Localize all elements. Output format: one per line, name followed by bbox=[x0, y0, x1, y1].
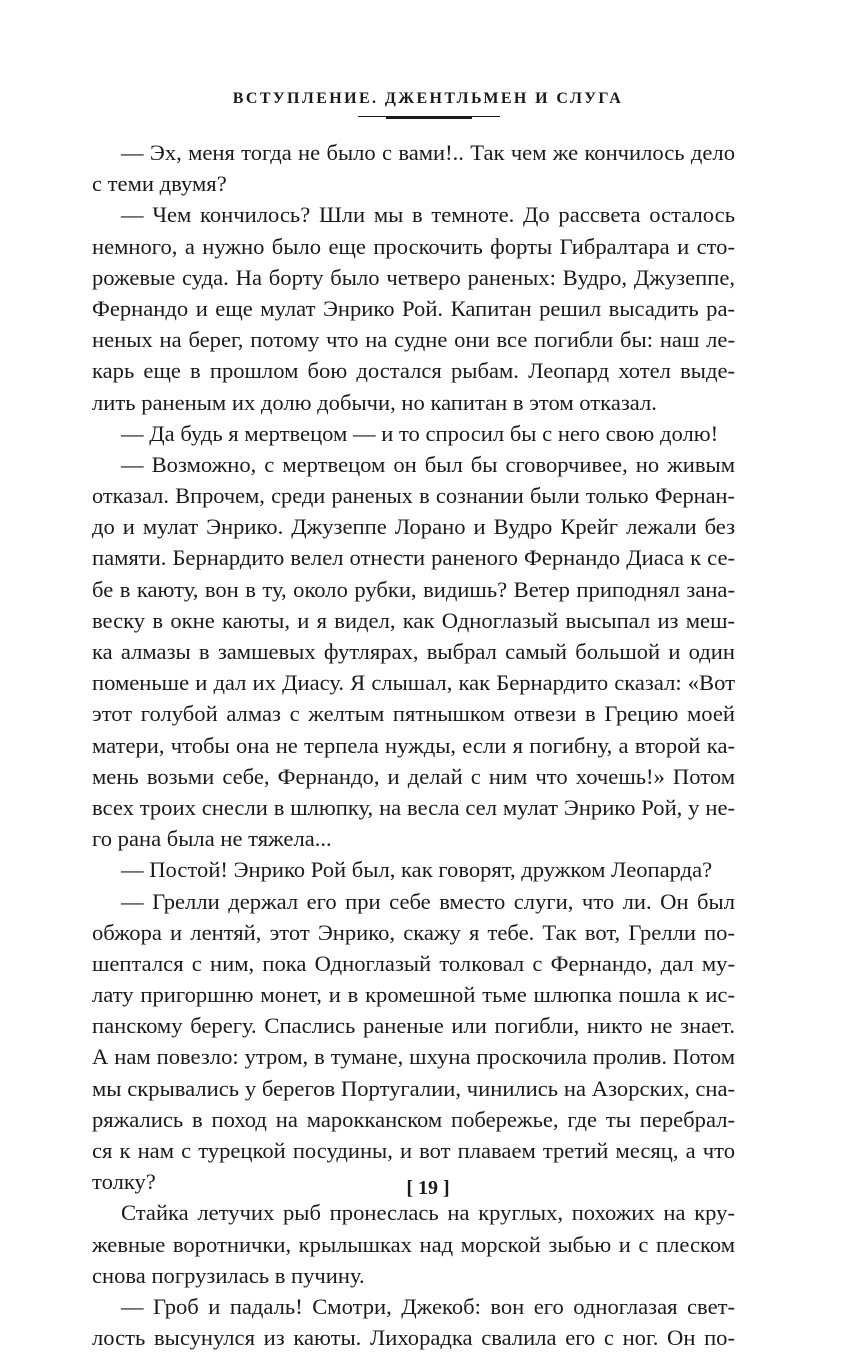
text-line: — Чем кончилось? Шли мы в темноте. До рассвета осталось bbox=[121, 202, 735, 228]
text-line: памяти. Бернардито велел отнести раненого Фернандо Диаса к се- bbox=[92, 545, 735, 571]
text-line: рожевые суда. На борту было четверо раненых: Вудро, Джузеппе, bbox=[92, 264, 735, 290]
text-line: мень возьми себе, Фернандо, и делай с ним что хочешь!» Потом bbox=[92, 763, 735, 789]
text-line: — Эх, меня тогда не было с вами!.. Так чем же кончилось дело bbox=[121, 140, 735, 165]
text-line: карь еще в прошлом бою достался рыбам. Леопард хотел выде- bbox=[92, 358, 735, 384]
text-line: — Да будь я мертвецом — и то спросил бы с него свою долю! bbox=[121, 420, 719, 446]
text-line: толку? bbox=[92, 1169, 156, 1195]
text-line: до и мулат Энрико. Джузеппе Лорано и Вудро Крейг лежали без bbox=[92, 514, 735, 540]
text-line: лость высунулся из каюты. Лихорадка свалила его с ног. Он по- bbox=[92, 1325, 735, 1351]
text-line: А нам повезло: утром, в тумане, шхуна проскочила пролив. Потом bbox=[92, 1044, 735, 1070]
text-line: — Возможно, с мертвецом он был бы сговорчивее, но живым bbox=[121, 451, 735, 477]
text-line: обжора и лентяй, этот Энрико, скажу я тебе. Так вот, Грелли по- bbox=[92, 919, 735, 945]
text-line: немного, а нужно было еще проскочить форты Гибралтара и сто- bbox=[92, 233, 735, 259]
text-line: снова погрузилась в пучину. bbox=[92, 1262, 365, 1288]
text-line: — Грелли держал его при себе вместо слуги, что ли. Он был bbox=[121, 888, 735, 914]
text-line: жевные воротнички, крылышках над морской зыбью и с плеском bbox=[92, 1231, 735, 1257]
text-line: го рана была не тяжела... bbox=[92, 826, 332, 852]
text-line: ка алмазы в замшевых футлярах, выбрал самый большой и один bbox=[92, 639, 735, 664]
running-head: ВСТУПЛЕНИЕ. ДЖЕНТЛЬМЕН И СЛУГА bbox=[232, 90, 624, 107]
text-line: ся к нам с турецкой посудины, и вот плаваем третий месяц, а что bbox=[92, 1138, 735, 1163]
text-line: ряжались в поход на марокканском побережье, где ты перебрал- bbox=[92, 1106, 735, 1132]
text-line: — Постой! Энрико Рой был, как говорят, дружком Леопарда? bbox=[121, 857, 713, 883]
text-line: лить раненым их долю добычи, но капитан в этом отказал. bbox=[92, 389, 657, 415]
running-head-rule-accent bbox=[386, 116, 472, 119]
body-text bbox=[92, 137, 735, 1353]
text-line: — Гроб и падаль! Смотри, Джекоб: вон его одноглазая свет- bbox=[121, 1293, 735, 1319]
text-line: этот голубой алмаз с желтым пятнышком отвези в Грецию моей bbox=[92, 701, 735, 727]
text-line: панскому берегу. Спаслись раненые или погибли, никто не знает. bbox=[92, 1013, 735, 1039]
text-line: шептался с ним, пока Одноглазый толковал с Фернандо, дал му- bbox=[92, 950, 735, 976]
text-line: бе в каюту, вон в ту, около рубки, видишь? Ветер приподнял зана- bbox=[92, 576, 735, 602]
text-line: Стайка летучих рыб пронеслась на круглых, похожих на кру- bbox=[121, 1200, 735, 1226]
text-line: отказал. Впрочем, среди раненых в сознании были только Фернан- bbox=[92, 483, 735, 509]
text-line: неных на берег, потому что на судне они все погибли бы: наш ле- bbox=[92, 327, 735, 353]
text-line: мы скрывались у берегов Португалии, чинились на Азорских, сна- bbox=[92, 1075, 735, 1101]
text-line: матери, чтобы она не терпела нужды, если я погибну, а второй ка- bbox=[92, 732, 735, 758]
text-line: поменьше и дал их Диасу. Я слышал, как Бернардито сказал: «Вот bbox=[92, 670, 735, 696]
text-line: веску в окне каюты, и я видел, как Одноглазый высыпал из меш- bbox=[92, 607, 735, 633]
page-number: [ 19 ] bbox=[406, 1177, 450, 1199]
text-line: всех троих снесли в шлюпку, на весла сел мулат Энрико Рой, у не- bbox=[92, 794, 735, 820]
text-line: с теми двумя? bbox=[92, 171, 227, 197]
text-line: Фернандо и еще мулат Энрико Рой. Капитан решил высадить ра- bbox=[92, 295, 735, 321]
text-line: лату пригоршню монет, и в кромешной тьме шлюпка пошла к ис- bbox=[92, 982, 735, 1008]
